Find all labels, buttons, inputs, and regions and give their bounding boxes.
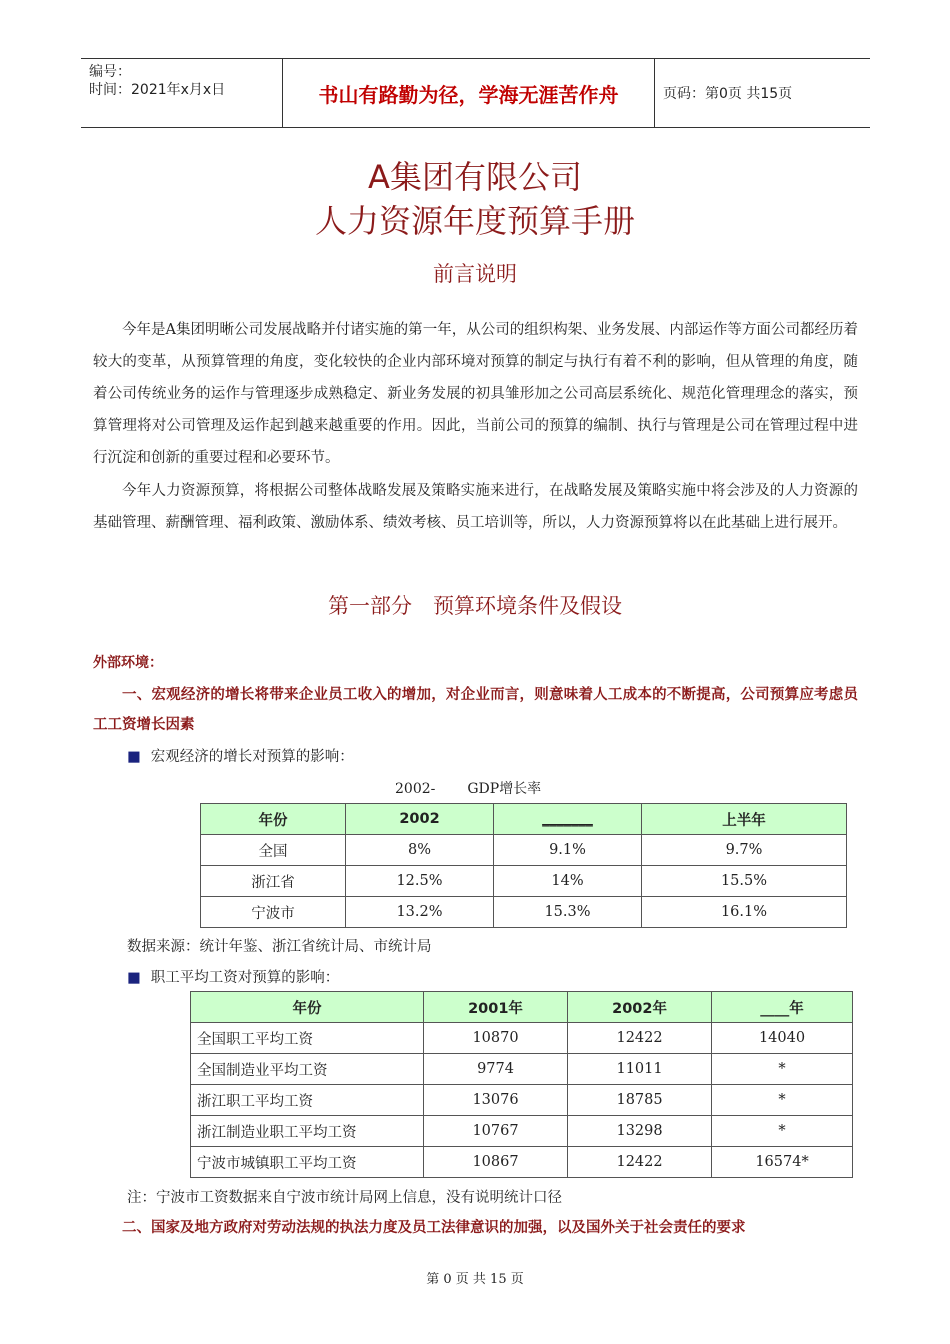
wage-note: 注：宁波市工资数据来自宁波市统计局网上信息，没有说明统计口径 — [127, 1190, 562, 1206]
table-cell: 14% — [494, 866, 642, 897]
table-cell: * — [712, 1116, 853, 1147]
table-cell: * — [712, 1085, 853, 1116]
bullet-wage — [127, 966, 339, 987]
bullet-gdp-text: 宏观经济的增长对预算的影响： — [150, 749, 354, 765]
column-header: 2001年 — [424, 992, 568, 1023]
table-cell: 宁波市城镇职工平均工资 — [191, 1147, 424, 1178]
document-number-label: 编号： — [89, 64, 131, 80]
table-cell: 9.1% — [494, 835, 642, 866]
table-cell: 12422 — [568, 1023, 712, 1054]
column-header: 年份 — [191, 992, 424, 1023]
document-header — [81, 58, 870, 128]
table-row — [191, 1085, 853, 1116]
column-header: 年份 — [201, 804, 346, 835]
table-row — [201, 835, 847, 866]
table-cell: 18785 — [568, 1085, 712, 1116]
table-cell: 宁波市 — [201, 897, 346, 928]
table-cell: 10867 — [424, 1147, 568, 1178]
square-bullet-icon: ■ — [127, 749, 141, 765]
table-cell: 浙江职工平均工资 — [191, 1085, 424, 1116]
table-cell: 13.2% — [346, 897, 494, 928]
table-cell: 13076 — [424, 1085, 568, 1116]
table-cell: 10767 — [424, 1116, 568, 1147]
table-row — [191, 1147, 853, 1178]
document-title — [0, 155, 950, 243]
header-page-info: 页码：第0页 共15页 — [663, 86, 793, 102]
table-row — [191, 1023, 853, 1054]
table-cell: 16574* — [712, 1147, 853, 1178]
column-header: 2002年 — [568, 992, 712, 1023]
table-cell: 全国职工平均工资 — [191, 1023, 424, 1054]
bullet-gdp — [127, 745, 354, 766]
table-row — [201, 897, 847, 928]
table-cell: 9774 — [424, 1054, 568, 1085]
table-cell: 全国制造业平均工资 — [191, 1054, 424, 1085]
table-cell: 11011 — [568, 1054, 712, 1085]
gdp-table-caption — [395, 778, 573, 798]
part-1-heading: 第一部分 预算环境条件及假设 — [328, 594, 622, 618]
header-meta — [81, 59, 283, 128]
data-source-note: 数据来源：统计年鉴、浙江省统计局、市统计局 — [127, 939, 432, 955]
title-line-2: 人力资源年度预算手册 — [314, 202, 635, 240]
title-line-1: A集团有限公司 — [368, 158, 582, 196]
bullet-wage-text: 职工平均工资对预算的影响： — [150, 970, 340, 986]
preface-heading: 前言说明 — [433, 262, 517, 286]
point-1: 一、宏观经济的增长将带来企业员工收入的增加，对企业而言，则意味着人工成本的不断提高，公司预算应考虑员工工资增长因素 — [93, 687, 858, 733]
point-2: 二、国家及地方政府对劳动法规的执法力度及员工法律意识的加强，以及国外关于社会责任的要求 — [122, 1220, 746, 1236]
table-row — [201, 866, 847, 897]
table-cell: 12.5% — [346, 866, 494, 897]
document-time: 时间：2021年x月x日 — [89, 82, 226, 98]
table-cell: 浙江制造业职工平均工资 — [191, 1116, 424, 1147]
table-cell: 13298 — [568, 1116, 712, 1147]
table-cell: 16.1% — [642, 897, 847, 928]
table-row — [191, 1054, 853, 1085]
column-header: _______ — [494, 804, 642, 835]
table-row — [191, 1116, 853, 1147]
square-bullet-icon: ■ — [127, 970, 141, 986]
table-cell: 15.3% — [494, 897, 642, 928]
preface-paragraph-1: 今年是A集团明晰公司发展战略并付诸实施的第一年，从公司的组织构架、业务发展、内部运作等方面公司都经历着较大的变革，从预算管理的角度，变化较快的企业内部环境对预算的制定与执行有着不利的影响，但从管理的角度，随着公司传统业务的运作与管理逐步成熟稳定、新业务发展的初具雏形加之公司高层系统化、规范化管理理念的落实，预算管理将对公司管理及运作起到越来越重要的作用。因此，当前公司的预算的编制、执行与管理是公司在管理过程中进行沉淀和创新的重要过程和必要环节。 — [93, 322, 858, 466]
table-cell: 14040 — [712, 1023, 853, 1054]
column-header: 上半年 — [642, 804, 847, 835]
column-header: 2002 — [346, 804, 494, 835]
page-footer: 第 0 页 共 15 页 — [426, 1272, 524, 1287]
table-header-row — [201, 804, 847, 835]
table-cell: 浙江省 — [201, 866, 346, 897]
table-cell: 9.7% — [642, 835, 847, 866]
gdp-growth-table — [200, 803, 847, 928]
average-wage-table — [190, 991, 853, 1178]
gdp-caption-label: GDP增长率 — [467, 781, 542, 797]
table-cell: 10870 — [424, 1023, 568, 1054]
column-header: ____年 — [712, 992, 853, 1023]
table-cell: 全国 — [201, 835, 346, 866]
gdp-caption-years: 2002- — [395, 781, 436, 797]
table-cell: 12422 — [568, 1147, 712, 1178]
table-cell: 8% — [346, 835, 494, 866]
header-motto: 书山有路勤为径，学海无涯苦作舟 — [283, 59, 655, 128]
table-cell: * — [712, 1054, 853, 1085]
table-cell: 15.5% — [642, 866, 847, 897]
external-environment-label: 外部环境： — [93, 655, 163, 671]
preface-paragraph-2: 今年人力资源预算，将根据公司整体战略发展及策略实施来进行，在战略发展及策略实施中将会涉及的人力资源的基础管理、薪酬管理、福利政策、激励体系、绩效考核、员工培训等，所以，人力资源预算将以在此基础上进行展开。 — [93, 483, 858, 531]
table-header-row — [191, 992, 853, 1023]
